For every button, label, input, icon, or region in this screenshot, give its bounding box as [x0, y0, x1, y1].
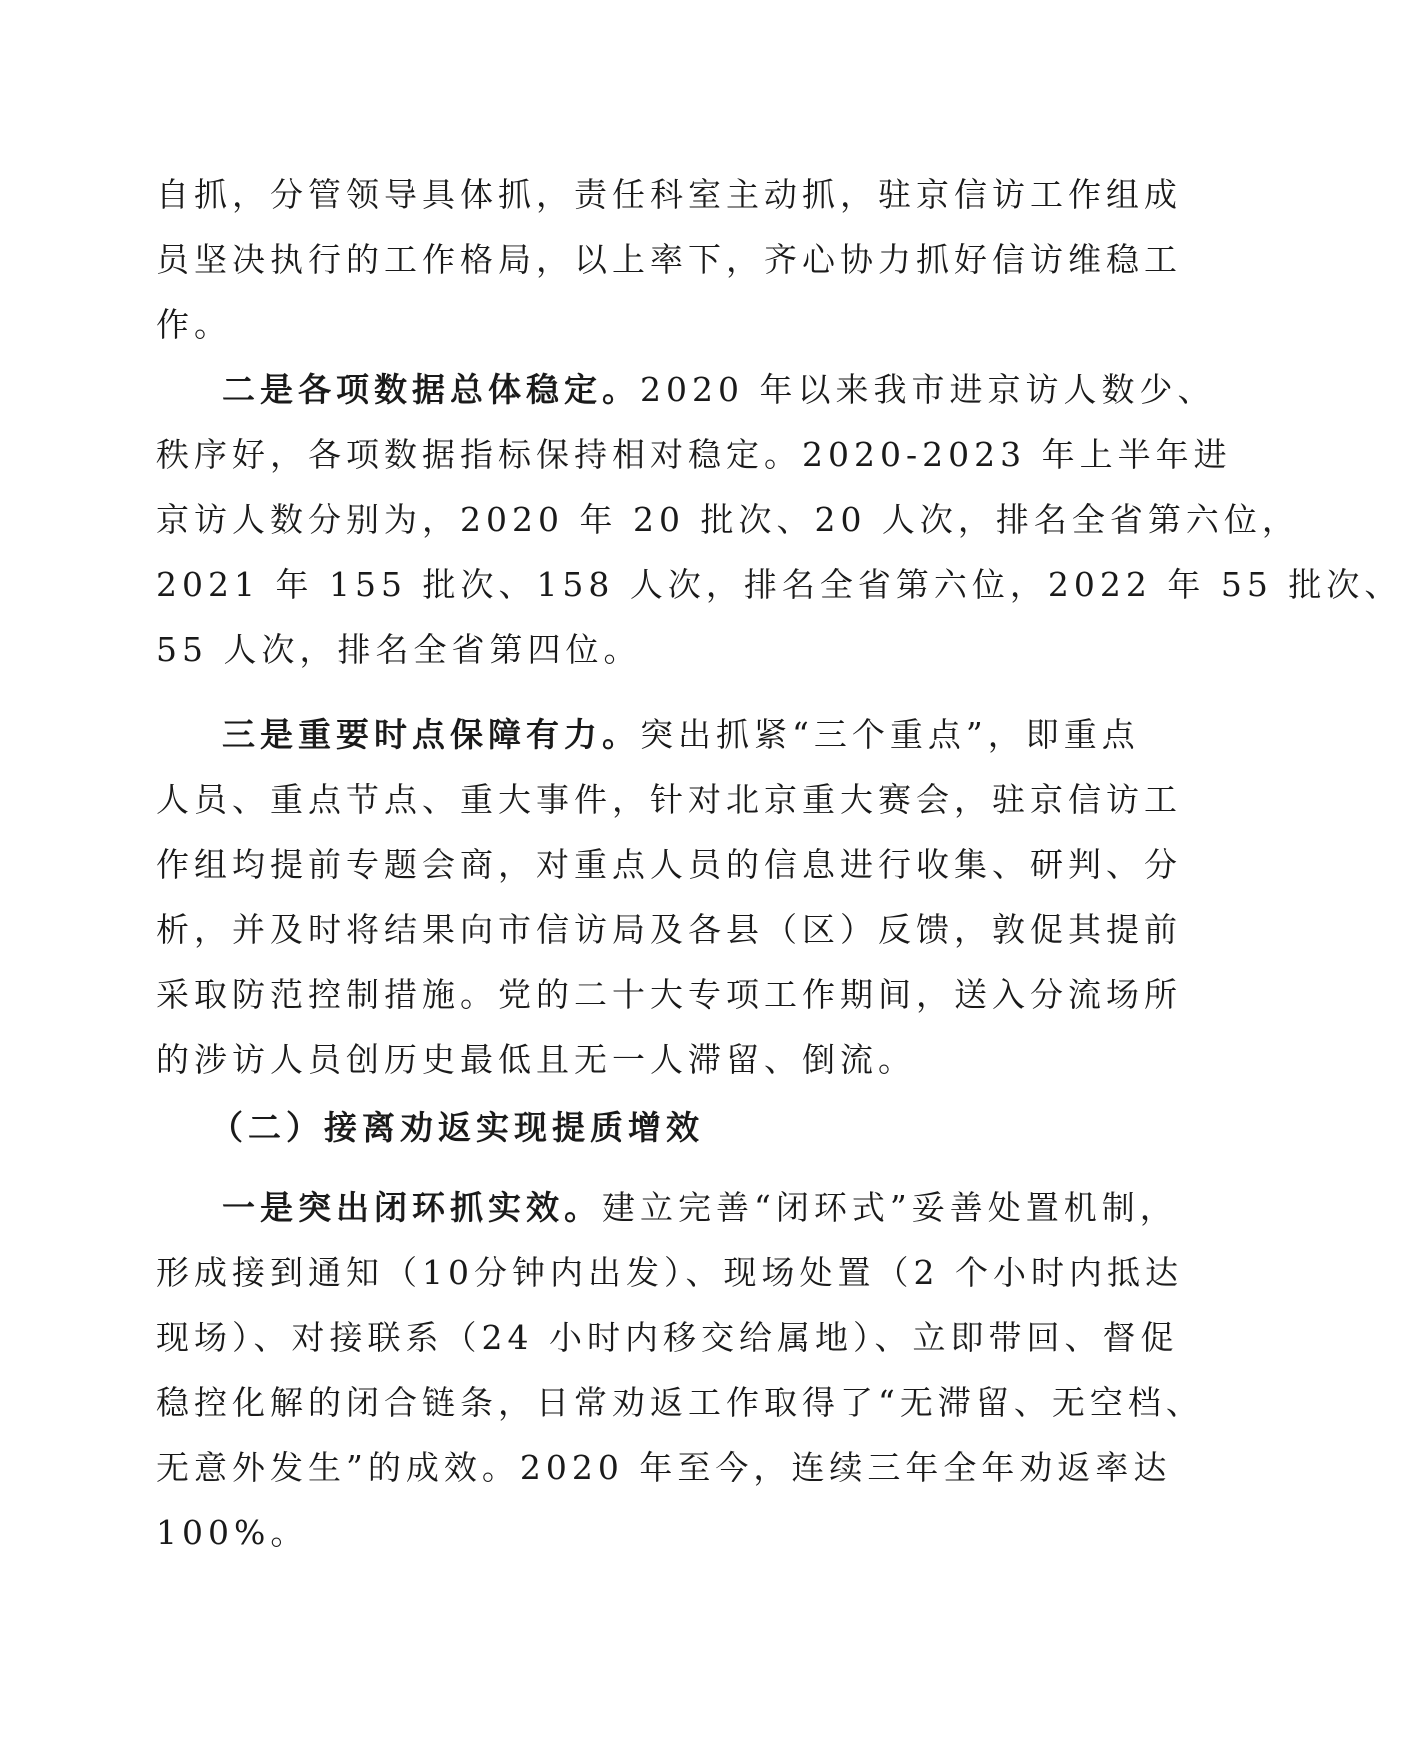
line-text: 建立完善“闭环式”妥善处置机制，	[602, 1188, 1178, 1227]
paragraph-lead: 二是各项数据总体稳定。	[222, 370, 640, 409]
line-text: 自抓，分管领导具体抓，责任科室主动抓，驻京信访工作组成	[156, 175, 1182, 214]
line-text: 无意外发生”的成效。2020 年至今，连续三年全年劝返率达	[156, 1448, 1172, 1487]
line-text: 55 人次，排名全省第四位。	[156, 630, 642, 669]
paragraph-line	[156, 910, 1182, 950]
line-text: 京访人数分别为，2020 年 20 批次、20 人次，排名全省第六位，	[156, 500, 1300, 539]
paragraph-line	[156, 1448, 1172, 1488]
line-text: 员坚决执行的工作格局，以上率下，齐心协力抓好信访维稳工	[156, 240, 1182, 279]
line-text: 作组均提前专题会商，对重点人员的信息进行收集、研判、分	[156, 845, 1182, 884]
paragraph-lead: 一是突出闭环抓实效。	[222, 1188, 602, 1227]
paragraph-line	[156, 565, 1402, 605]
paragraph-line	[222, 1188, 1178, 1228]
line-text: 形成接到通知（10分钟内出发）、现场处置（2 个小时内抵达	[156, 1253, 1183, 1292]
line-text: 2021 年 155 批次、158 人次，排名全省第六位，2022 年 55 批次、	[156, 565, 1402, 604]
paragraph-line	[156, 1383, 1204, 1423]
heading-text: （二）接离劝返实现提质增效	[210, 1108, 704, 1147]
line-text: 人员、重点节点、重大事件，针对北京重大赛会，驻京信访工	[156, 780, 1182, 819]
paragraph-line	[156, 240, 1182, 280]
section-heading	[210, 1108, 1094, 1148]
line-text: 的涉访人员创历史最低且无一人滞留、倒流。	[156, 1040, 916, 1079]
line-text: 突出抓紧“三个重点”，即重点	[640, 715, 1140, 754]
line-text: 现场）、对接联系（24 小时内移交给属地）、立即带回、督促	[156, 1318, 1179, 1357]
paragraph-line	[156, 1253, 1183, 1293]
paragraph-line	[156, 845, 1182, 885]
line-text: 作。	[156, 305, 232, 344]
paragraph-line	[156, 1513, 1106, 1553]
paragraph-line	[156, 305, 1106, 345]
paragraph-line	[156, 780, 1182, 820]
paragraph-line	[156, 175, 1182, 215]
paragraph-line	[156, 975, 1182, 1015]
paragraph-line	[222, 715, 1140, 755]
line-text: 析，并及时将结果向市信访局及各县（区）反馈，敦促其提前	[156, 910, 1182, 949]
paragraph-lead: 三是重要时点保障有力。	[222, 715, 640, 754]
paragraph-line	[156, 1040, 1106, 1080]
line-text: 2020 年以来我市进京访人数少、	[640, 370, 1216, 409]
paragraph-line	[156, 500, 1300, 540]
paragraph-line	[156, 435, 1232, 475]
line-text: 稳控化解的闭合链条，日常劝返工作取得了“无滞留、无空档、	[156, 1383, 1204, 1422]
paragraph-line	[156, 1318, 1179, 1358]
line-text: 采取防范控制措施。党的二十大专项工作期间，送入分流场所	[156, 975, 1182, 1014]
line-text: 秩序好，各项数据指标保持相对稳定。2020-2023 年上半年进	[156, 435, 1232, 474]
paragraph-line	[222, 370, 1216, 410]
line-text: 100%。	[156, 1513, 309, 1552]
paragraph-line	[156, 630, 1106, 670]
